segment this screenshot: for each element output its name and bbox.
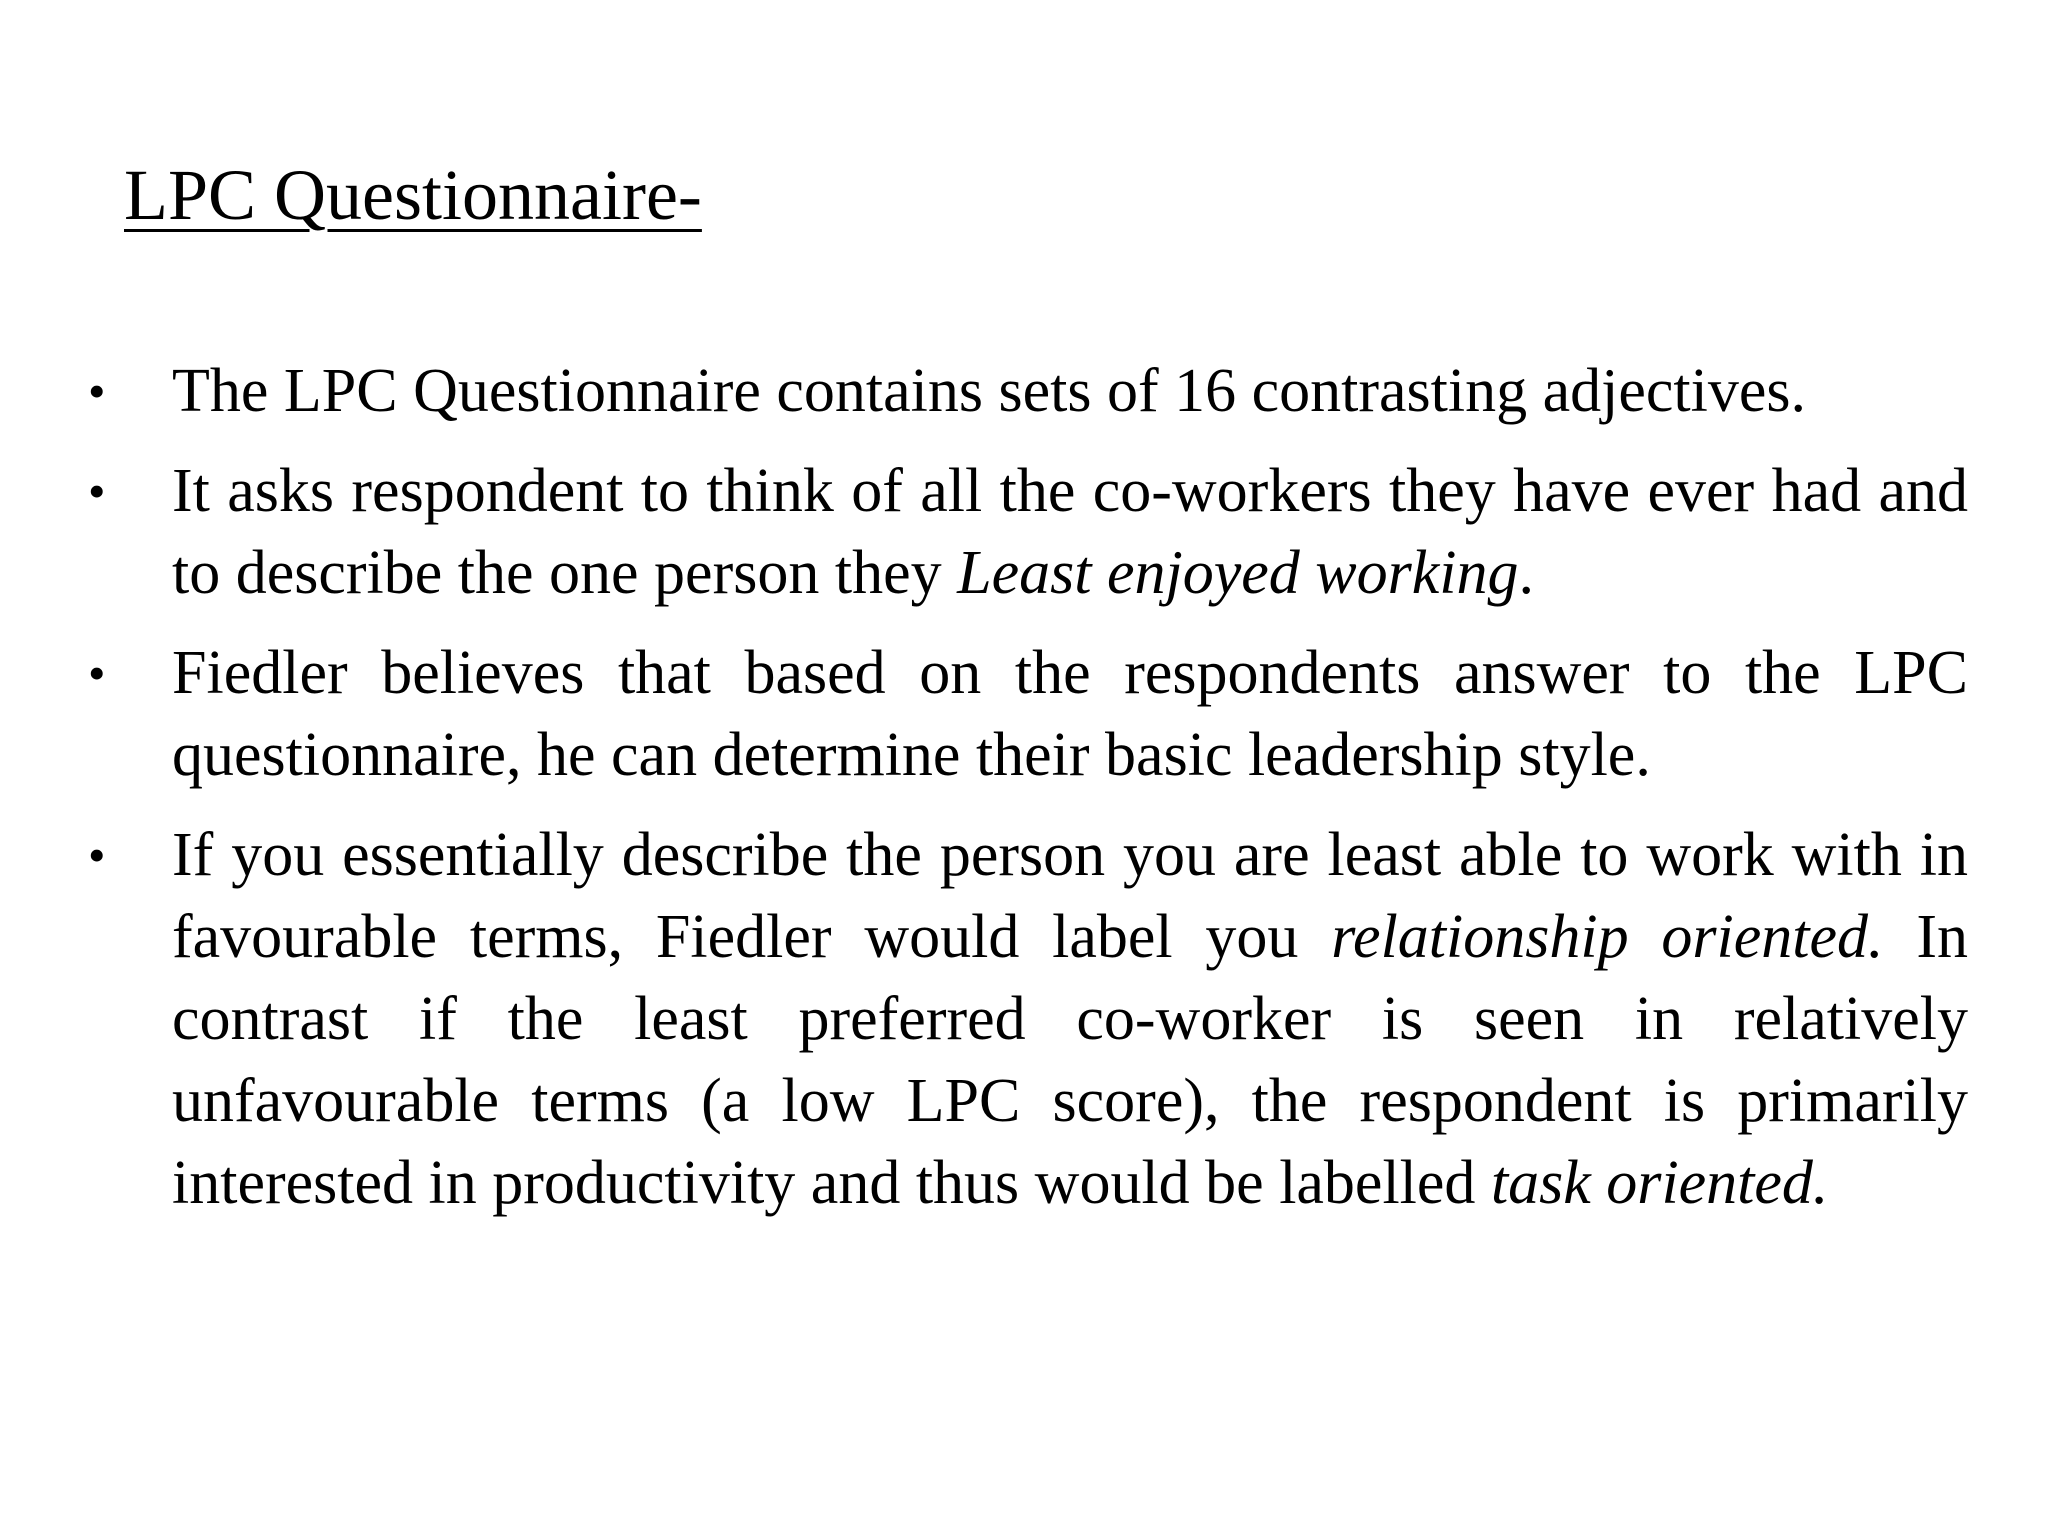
bullet-icon: •: [88, 363, 106, 419]
slide-title: LPC Questionnaire-: [124, 155, 702, 235]
bullet-text: Fiedler believes that based on the respondents answer to the LPC questionnaire, he can determine their basic leadership style.: [172, 639, 1968, 789]
bullet-item-adjectives: [88, 350, 1968, 432]
emphasized-text: Least enjoyed working: [957, 539, 1519, 607]
bullet-text-end: .: [1518, 539, 1534, 607]
bullet-text: The LPC Questionnaire contains sets of 16 contrasting adjectives.: [172, 357, 1807, 425]
bullet-icon: •: [88, 827, 106, 883]
bullet-list: [88, 350, 1968, 1242]
emphasized-text-relationship: relationship oriented.: [1331, 903, 1884, 971]
bullet-item-coworkers: [88, 450, 1968, 614]
bullet-item-fiedler: [88, 632, 1968, 796]
bullet-text: It asks respondent to think of all the co-workers they have ever had and to describe the one person they: [172, 457, 1968, 607]
emphasized-text-task: task oriented.: [1490, 1149, 1829, 1217]
bullet-icon: •: [88, 463, 106, 519]
bullet-item-orientation: [88, 814, 1968, 1224]
bullet-text: If you essentially describe the person you are least able to work with in favourable terms, Fiedler would label you: [172, 821, 1968, 971]
bullet-text-middle: In contrast if the least preferred co-worker is seen in relatively unfavourable terms (a low LPC score), the respondent is primarily interested in productivity and thus would be labelled: [172, 903, 1968, 1217]
bullet-icon: •: [88, 645, 106, 701]
